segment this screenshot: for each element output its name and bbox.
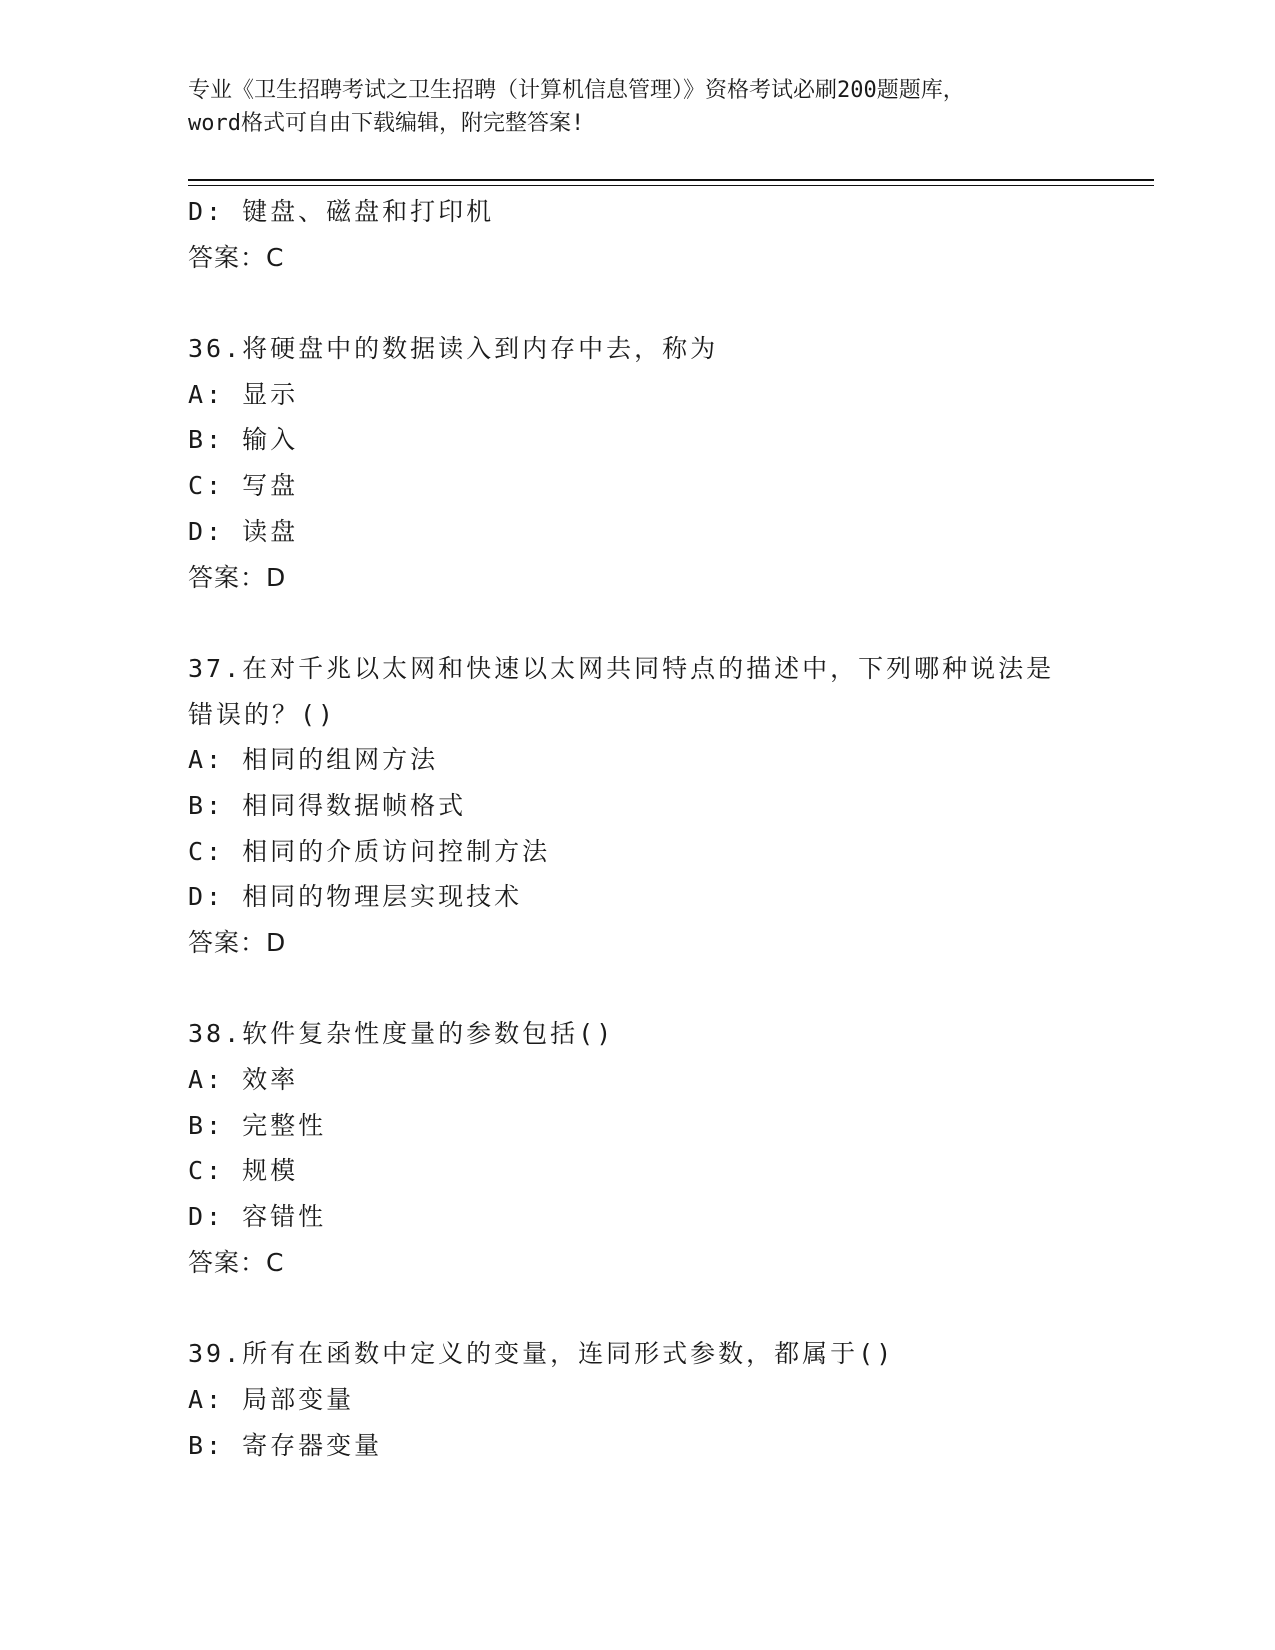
- prev-option-d: D: 键盘、磁盘和打印机: [188, 197, 495, 226]
- q39-option-a: A: 局部变量: [188, 1384, 355, 1414]
- spacer: [188, 966, 1088, 1012]
- spacer: [188, 600, 1088, 646]
- q38-answer: 答案：C: [188, 1247, 285, 1277]
- spacer: [188, 1286, 1088, 1332]
- q36-answer: 答案：D: [188, 562, 287, 592]
- q36-option-b: B: 输入: [188, 425, 299, 455]
- q38-option-d: D: 容错性: [188, 1202, 327, 1232]
- q37-answer: 答案：D: [188, 928, 287, 957]
- question-list: [188, 189, 1088, 1468]
- q39-option-b: B: 寄存器变量: [188, 1430, 383, 1460]
- q36-option-c: C: 写盘: [188, 471, 299, 501]
- header-rule-thin: [188, 185, 1154, 186]
- header-rule-thick: [188, 179, 1154, 181]
- header-line-1: 专业《卫生招聘考试之卫生招聘（计算机信息管理）》资格考试必刷200题题库，: [188, 78, 965, 103]
- q39-stem: 39.所有在函数中定义的变量，连同形式参数，都属于(): [188, 1339, 895, 1369]
- header-line-2: word格式可自由下载编辑，附完整答案!: [188, 111, 585, 136]
- q36-stem: 36.将硬盘中的数据读入到内存中去，称为: [188, 334, 719, 364]
- q37-option-a: A: 相同的组网方法: [188, 745, 439, 775]
- document-header: [188, 74, 1088, 140]
- q36-option-a: A: 显示: [188, 379, 299, 409]
- q36-option-d: D: 读盘: [188, 516, 299, 546]
- q38-option-b: B: 完整性: [188, 1110, 327, 1140]
- q38-option-c: C: 规模: [188, 1156, 299, 1186]
- prev-answer: 答案：C: [188, 242, 285, 272]
- q38-stem: 38.软件复杂性度量的参数包括(): [188, 1019, 615, 1049]
- q38-option-a: A: 效率: [188, 1065, 299, 1095]
- q37-option-b: B: 相同得数据帧格式: [188, 790, 467, 820]
- q37-option-d: D: 相同的物理层实现技术: [188, 882, 523, 912]
- q37-stem-line-1: 37.在对千兆以太网和快速以太网共同特点的描述中，下列哪种说法是: [188, 653, 1055, 683]
- q37-stem-line-2: 错误的？(): [188, 699, 337, 729]
- spacer: [188, 280, 1088, 326]
- q37-option-c: C: 相同的介质访问控制方法: [188, 836, 551, 866]
